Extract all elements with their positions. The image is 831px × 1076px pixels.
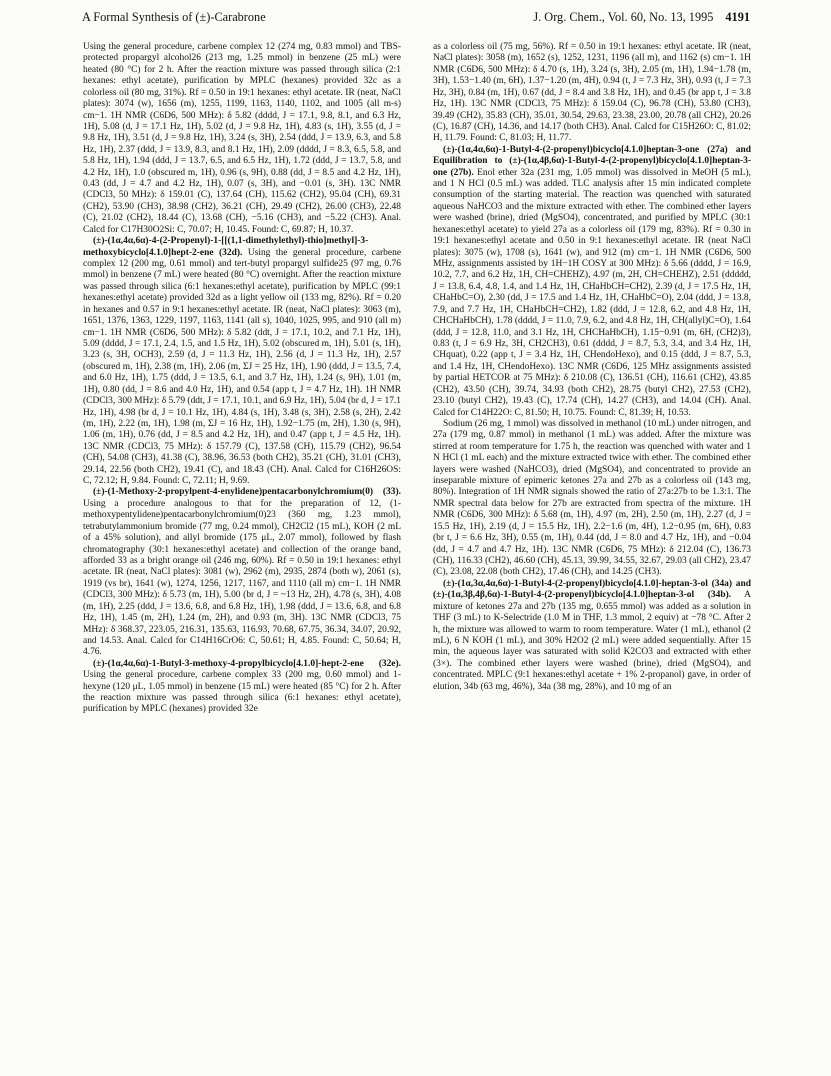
paragraph-text: Using a procedure analogous to that for the preparation of 12, (1-methoxypentylidene)pentacarbonylchromium(0)23 (360 mg, 1.23 mmol), tetrabutylammonium bromide (77 mg, 0.24 mmol), CH2Cl2 (15 mL), KOH (2 mL of a 45% solution), and allyl bromide (175 μL, 2.07 mmol), followed by flash chromatography (30:1 hexanes:ethyl acetate) and collection of the orange band, afforded 33 as a bright orange oil (246 mg, 60%). Rf = 0.50 in 19:1 hexanes: ethyl acetate. IR (neat, NaCl plates): 3081 (w), 2962 (m), 2935, 2874 (both w), 2061 (s), 1919 (vs br), 1641 (w), 1274, 1256, 1217, 1167, and 1110 (all m) cm−1. 1H NMR (CDCl3, 300 MHz): δ 5.73 (m, 1H), 5.00 (br d, J = ~13 Hz, 2H), 4.78 (s, 3H), 4.08 (m, 1H), 2.25 (ddd, J = 13.6, 6.8, and 6.8 Hz, 1H), 1.98 (ddd, J = 13.6, 6.8, and 6.8 Hz, 1H), 1.45 (m, 2H), 1.24 (m, 2H), and 0.93 (m, 3H). 13C NMR (CDCl3, 75 MHz): δ 368.37, 223.05, 216.31, 135.63, 116.93, 70.68, 67.75, 36.34, 34.07, 20.92, and 14.53. Anal. Calcd for C14H16CrO6: C, 50.61; H, 4.85. Found: C, 50.64; H, 4.76. <box>83 498 401 658</box>
paragraph-text: A mixture of ketones 27a and 27b (135 mg, 0.655 mmol) was added as a solution in THF (3 mL) to K-Selectride (1.0 M in THF, 1.3 mmol, 2 equiv) at −78 °C. After 2 h, the mixture was allowed to warm to room temperature. Water (1 mL), ethanol (2 mL), 6 N KOH (1 mL), and 30% H2O2 (2 mL) were added sequentially. After 15 min, the aqueous layer was saturated with solid K2CO3 and extracted with ether (3×). The combined ether layers were washed (brine), dried (MgSO4), and concentrated. MPLC (9:1 hexanes:ethyl acetate + 1% 2-propanol) gave, in order of elution, 34b (63 mg, 46%), 34a (38 mg, 28%), and 10 mg of an <box>433 590 751 692</box>
page-number: 4191 <box>725 10 750 24</box>
paragraph <box>83 659 401 716</box>
paragraph <box>83 487 401 658</box>
compound-heading: (±)-(1α,4α,6α)-1-Butyl-3-methoxy-4-propylbicyclo[4.1.0]-hept-2-ene (32e). <box>93 658 401 669</box>
paragraph-text: Using the general procedure, carbene complex 12 (200 mg, 0.61 mmol) and tert-butyl propargyl sulfide25 (97 mg, 0.76 mmol) in benzene (7 mL) were heated (80 °C) overnight. After the reaction mixture was passed through silica (6:1 hexanes:ethyl acetate), purification by MPLC (99:1 hexanes:ethyl acetate) provided 32d as a light yellow oil (133 mg, 82%). Rf = 0.20 in hexanes and 0.57 in 9:1 hexanes:ethyl acetate. IR (neat, NaCl plates): 3063 (m), 1651, 1376, 1363, 1229, 1197, 1163, 1141 (all s), 1040, 1025, 995, and 910 (all m) cm−1. 1H NMR (C6D6, 500 MHz): δ 5.82 (ddt, J = 17.1, 10.2, and 7.1 Hz, 1H), 5.09 (dddd, J = 17.1, 2.4, 1.5, and 1.5 Hz, 1H), 5.02 (obscured m, 1H), 5.01 (s, 1H), 3.23 (s, 3H, OCH3), 2.59 (d, J = 11.3 Hz, 1H), 2.56 (d, J = 11.3 Hz, 1H), 2.57 (obscured m, 1H), 2.38 (m, 1H), 2.06 (m, ΣJ = 25 Hz, 1H), 1.90 (ddd, J = 13.5, 7.4, and 6.0 Hz, 1H), 1.75 (ddd, J = 13.5, 6.1, and 3.7 Hz, 1H), 1.24 (s, 9H), 1.01 (m, 1H), 0.80 (dd, J = 8.6 and 4.0 Hz, 1H), and 0.54 (app t, J = 4.7 Hz, 1H). 1H NMR (CDCl3, 300 MHz): δ 5.79 (ddt, J = 17.1, 10.1, and 6.9 Hz, 1H), 5.04 (br d, J = 17.1 Hz, 1H), 4.98 (br d, J = 10.1 Hz, 1H), 4.84 (s, 1H), 3.48 (s, 3H), 2.58 (s, 2H), 2.42 (m, 1H), 2.22 (m, 1H), 1.98 (m, ΣJ = 16 Hz, 1H), 1.92−1.75 (m, 2H), 1.30 (s, 9H), 1.06 (m, 1H), 0.76 (dd, J = 8.5 and 4.2 Hz, 1H), and 0.47 (app t, J = 4.5 Hz, 1H). 13C NMR (CDCl3, 75 MHz): δ 157.79 (C), 137.58 (CH), 115.79 (CH2), 96.54 (CH), 54.08 (CH3), 41.38 (C), 38.96, 36.53 (both CH2), 35.21 (CH), 31.01 (CH3), 29.14, 22.56 (both CH2), 19.41 (C), and 18.43 (CH). Anal. Calcd for C16H26OS: C, 72.12; H, 9.84. Found: C, 72.11; H, 9.69. <box>83 247 401 487</box>
compound-heading: (±)-(1α,3α,4α,6α)-1-Butyl-4-(2-propenyl)bicyclo[4.1.0]-heptan-3-ol (34a) and (±)-(1α,3β,4β,6α)-1-Butyl-4-(2-propenyl)bicyclo[4.1.0]heptan-3-ol (34b). <box>433 578 751 601</box>
paragraph <box>433 579 751 693</box>
compound-heading: (±)-(1-Methoxy-2-propylpent-4-enylidene)pentacarbonylchromium(0) (33). <box>93 487 401 498</box>
paragraph <box>433 42 751 145</box>
compound-heading: (±)-(1α,4α,6α)-1-Butyl-4-(2-propenyl)bicyclo[4.1.0]heptan-3-one (27a) and Equilibration to (±)-(1α,4β,6α)-1-Butyl-4-(2-propenyl)bicyclo[4.1.0]heptan-3-one (27b). <box>433 144 751 178</box>
paragraph-text: Enol ether 32a (231 mg, 1.05 mmol) was dissolved in MeOH (5 mL), and 1 N HCl (0.5 mL) was added. TLC analysis after 15 min indicated complete consumption of the starting material. The reaction was quenched with saturated aqueous NaHCO3 and the mixture extracted with ether. The combined ether layers were washed (brine), dried (MgSO4), concentrated, and purified by MPLC (30:1 hexanes:ethyl acetate) to yield 27a as a colorless oil (179 mg, 83%). Rf = 0.30 in 19:1 hexanes:ethyl acetate and 0.50 in 9:1 hexanes:ethyl acetate. IR (neat NaCl plates): 3075 (w), 1708 (s), 1641 (w), and 912 (m) cm−1. 1H NMR (C6D6, 500 MHz, assignments assisted by 1H−1H COSY at 300 MHz): δ 5.66 (dddd, J = 16.9, 10.2, 7.7, and 6.2 Hz, 1H, CH=CHEHZ), 4.97 (m, 2H, CH=CHEHZ), 2.51 (ddddd, J = 13.8, 6.4, 4.8, 1.4, and 1.4 Hz, 1H, CHaHbCH=CH2), 2.39 (d, J = 17.5 Hz, 1H, CHaHbC=O), 2.30 (dd, J = 17.5 and 1.4 Hz, 1H, CHaHbC=O), 2.04 (ddd, J = 13.8, 7.9, and 7.7 Hz, 1H, CHaHbCH=CH2), 1.82 (ddd, J = 12.8, 6.2, and 4.8 Hz, 1H, CHCHaHbCH), 1.78 (dddd, J = 11.0, 7.9, 6.2, and 4.8 Hz, 1H, CH(allyl)C=O), 1.64 (ddd, J = 12.8, 11.0, and 3.1 Hz, 1H, CHCHaHbCH), 1.15−0.91 (m, 6H, (CH2)3), 0.83 (t, J = 6.9 Hz, 3H, CH2CH3), 0.61 (dddd, J = 8.7, 5.3, 3.4, and 3.4 Hz, 1H, CHquat), 0.22 (app t, J = 3.4 Hz, 1H, CHendoHexo), and 0.15 (ddd, J = 8.7, 5.3, and 1.4 Hz, 1H, CHendoHexo). 13C NMR (C6D6, 125 MHz assignments assisted by partial HETCOR at 75 MHz): δ 210.08 (C), 136.51 (CH), 116.61 (CH2), 43.85 (CH2), 43.50 (CH), 39.74, 34.93 (both CH2), 28.75 (butyl CH2), 27.53 (CH2), 23.10 (butyl CH2), 19.43 (C), 17.74 (CH), 14.27 (CH3), and 14.04 (CH). Anal. Calcd for C14H22O: C, 81.50; H, 10.75. Found: C, 81.39; H, 10.53. <box>433 167 751 418</box>
paragraph-text: Using the general procedure, carbene complex 12 (274 mg, 0.83 mmol) and TBS-protected propargyl alcohol26 (213 mg, 1.25 mmol) in benzene (25 mL) were heated (80 °C) for 2 h. After the reaction mixture was passed through silica (2:1 hexanes: ethyl acetate), purification by MPLC (hexanes) provided 32c as a colorless oil (80 mg, 31%). Rf = 0.50 in 19:1 hexanes: ethyl acetate. IR (neat, NaCl plates): 3074 (w), 1656 (m), 1255, 1199, 1163, 1140, 1102, and 1005 (all m-s) cm−1. 1H NMR (C6D6, 500 MHz): δ 5.82 (dddd, J = 17.1, 9.8, 8.1, and 6.3 Hz, 1H), 5.08 (d, J = 17.1 Hz, 1H), 5.02 (d, J = 9.8 Hz, 1H), 4.83 (s, 1H), 3.55 (d, J = 9.8 Hz, 1H), 3.51 (d, J = 9.8 Hz, 1H), 3.24 (s, 3H), 2.54 (ddd, J = 13.9, 6.3, and 5.8 Hz, 1H), 2.37 (ddd, J = 13.9, 8.3, and 8.1 Hz, 1H), 2.09 (dddd, J = 8.3, 6.5, 5.8, and 5.8 Hz, 1H), 1.94 (ddd, J = 13.7, 6.5, and 6.5 Hz, 1H), 1.72 (ddd, J = 13.7, 5.8, and 4.2 Hz, 1H), 1.0 (obscured m, 1H), 0.96 (s, 9H), 0.88 (dd, J = 8.5 and 4.2 Hz, 1H), 0.43 (dd, J = 4.7 and 4.2 Hz, 1H), 0.07 (s, 3H), and −0.01 (s, 3H). 13C NMR (CDCl3, 50 MHz): δ 159.01 (C), 137.64 (CH), 115.62 (CH2), 95.04 (CH), 69.31 (CH2), 53.90 (CH3), 38.98 (CH2), 36.21 (CH), 29.49 (CH2), 26.00 (CH3), 22.48 (C), 21.02 (CH2), 18.44 (C), 13.68 (CH), −5.16 (CH3), and −5.22 (CH3). Anal. Calcd for C17H30O2Si: C, 70.07; H, 10.45. Found: C, 69.87; H, 10.37. <box>83 42 401 235</box>
paragraph <box>83 42 401 236</box>
paragraph <box>433 145 751 419</box>
running-header <box>82 10 750 30</box>
paragraph <box>433 419 751 579</box>
paragraph-text: Using the general procedure, carbene complex 33 (200 mg, 0.60 mmol) and 1-hexyne (120 μL, 1.05 mmol) in benzene (15 mL) were heated (85 °C) for 2 h. After the reaction mixture was passed through silica (6:1 hexanes: ethyl acetate), purification by MPLC (hexanes) provided 32e <box>83 670 401 715</box>
paragraph-text: as a colorless oil (75 mg, 56%). Rf = 0.50 in 19:1 hexanes: ethyl acetate. IR (neat, NaCl plates): 3058 (m), 1652 (s), 1252, 1231, 1196 (all m), and 1162 (s) cm−1. 1H NMR (C6D6, 500 MHz): δ 4.70 (s, 1H), 3.24 (s, 3H), 2.05 (m, 1H), 1.94−1.78 (m, 3H), 1.53−1.40 (m, 6H), 1.37−1.20 (m, 4H), 0.94 (t, J = 7.3 Hz, 3H), 0.93 (t, J = 7.3 Hz, 3H), 0.84 (m, 1H), 0.67 (dd, J = 8.4 and 3.8 Hz, 1H), and 0.45 (br app t, J = 3.8 Hz, 1H). 13C NMR (CDCl3, 75 MHz): δ 159.04 (C), 96.78 (CH), 53.80 (CH3), 39.49 (CH2), 35.83 (CH), 35.01, 30.54, 29.63, 23.38, 23.00, 20.78 (all CH2), 20.26 (C), 16.87 (CH), 14.36, and 14.17 (both CH3). Anal. Calcd for C15H26O: C, 81.02; H, 11.79. Found: C, 81.03; H, 11.77. <box>433 42 751 144</box>
right-column <box>433 42 751 1062</box>
left-column <box>83 42 401 1062</box>
journal-citation <box>533 10 750 25</box>
journal-info: J. Org. Chem., Vol. 60, No. 13, 1995 <box>533 10 714 24</box>
compound-heading: (±)-(1α,4α,6α)-4-(2-Propenyl)-1-[[(1,1-dimethylethyl)-thio]methyl]-3-methoxybicyclo[4.1.0]hept-2-ene (32d). <box>83 236 369 258</box>
article-title: A Formal Synthesis of (±)-Carabrone <box>82 10 266 24</box>
paragraph <box>83 236 401 487</box>
paragraph-text: Sodium (26 mg, 1 mmol) was dissolved in methanol (10 mL) under nitrogen, and 27a (179 mg, 0.87 mmol) in methanol (1 mL) was added. After the mixture was stirred at room temperature for 1.75 h, the reaction was quenched with water and 1 N HCl (1 mL each) and the mixture extracted twice with ether. The combined ether layers were washed (NaHCO3), dried (MgSO4), and concentrated to provide an inseparable mixture of epimeric ketones 27a and 27b as a colorless oil (143 mg, 80%). Integration of 1H NMR signals showed the ratio of 27a:27b to be 1.3:1. The NMR spectral data below for 27b are extracted from spectra of the mixture. 1H NMR (C6D6, 300 MHz): δ 5.68 (m, 1H), 4.97 (m, 2H), 2.50 (m, 1H), 2.27 (d, J = 15.5 Hz, 1H), 2.19 (d, J = 15.5 Hz, 1H), 2.2−1.6 (m, 4H), 1.2−0.95 (m, 6H), 0.83 (br t, J = 6.6 Hz, 3H), 0.55 (m, 1H), 0.44 (dd, J = 8.0 and 4.7 Hz, 1H), and −0.04 (dd, J = 4.7 and 4.7 Hz, 1H). 13C NMR (C6D6, 75 MHz): δ 212.04 (C), 136.73 (CH), 116.33 (CH2), 46.60 (CH), 45.13, 39.99, 34.55, 32.67, 29.03 (all CH2), 23.47 (C), 23.08, 22.08 (both CH2), 17.46 (CH), and 14.25 (CH3). <box>433 418 751 578</box>
